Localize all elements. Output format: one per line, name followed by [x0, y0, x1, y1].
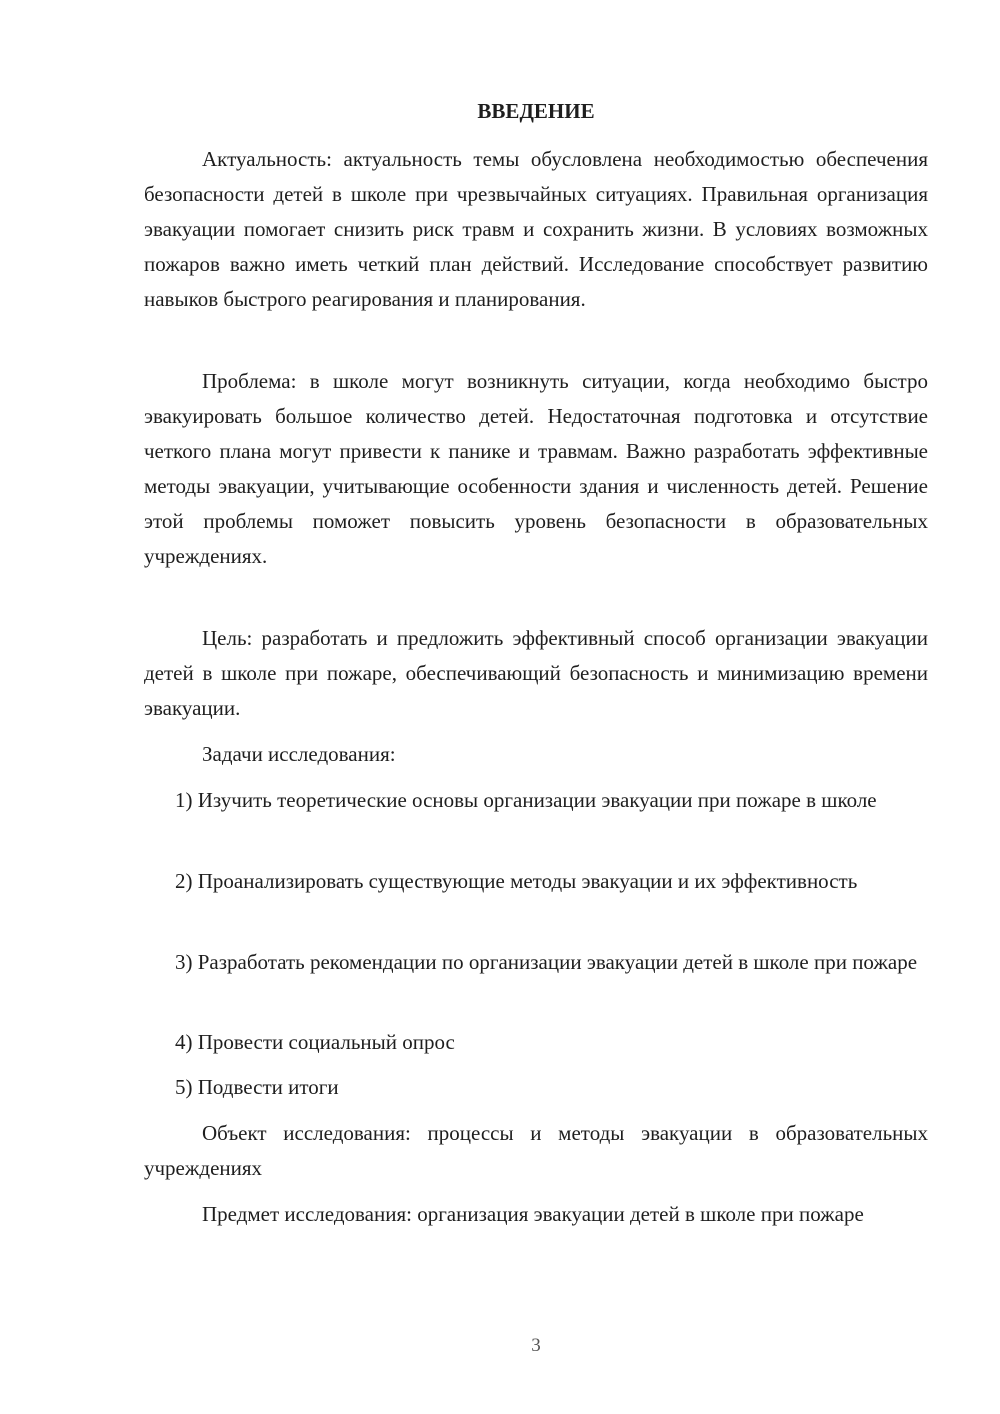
paragraph-problem: Проблема: в школе могут возникнуть ситуации, когда необходимо быстро эвакуировать большое количество детей. Недостаточная подготовка и отсутствие четкого плана могут привести к панике и травмам. Важно разработать эффективные методы эвакуации, учитывающие особенности здания и численность детей. Решение этой проблемы поможет повысить уровень безопасности в образовательных учреждениях.	[144, 369, 928, 568]
task-item-3: 3) Разработать рекомендации по организации эвакуации детей в школе при пожаре	[175, 950, 918, 974]
paragraph-subject: Предмет исследования: организация эвакуации детей в школе при пожаре	[202, 1202, 864, 1226]
paragraph-relevance: Актуальность: актуальность темы обусловлена необходимостью обеспечения безопасности детей в школе при чрезвычайных ситуациях. Правильная организация эвакуации помогает снизить риск травм и сохранить жизни. В условиях возможных пожаров важно иметь четкий план действий. Исследование способствует развитию навыков быстрого реагирования и планирования.	[144, 147, 928, 311]
task-item-2: 2) Проанализировать существующие методы эвакуации и их эффективность	[175, 869, 858, 893]
page-number: 3	[531, 1335, 541, 1356]
paragraph-goal: Цель: разработать и предложить эффективный способ организации эвакуации детей в школе при пожаре, обеспечивающий безопасность и минимизацию времени эвакуации.	[144, 626, 928, 720]
task-item-4: 4) Провести социальный опрос	[175, 1030, 455, 1054]
paragraph-object: Объект исследования: процессы и методы эвакуации в образовательных учреждениях	[144, 1121, 928, 1180]
task-item-1: 1) Изучить теоретические основы организации эвакуации при пожаре в школе	[175, 788, 877, 812]
task-item-5: 5) Подвести итоги	[175, 1075, 339, 1099]
section-title: ВВЕДЕНИЕ	[477, 99, 595, 123]
tasks-heading: Задачи исследования:	[202, 742, 396, 766]
